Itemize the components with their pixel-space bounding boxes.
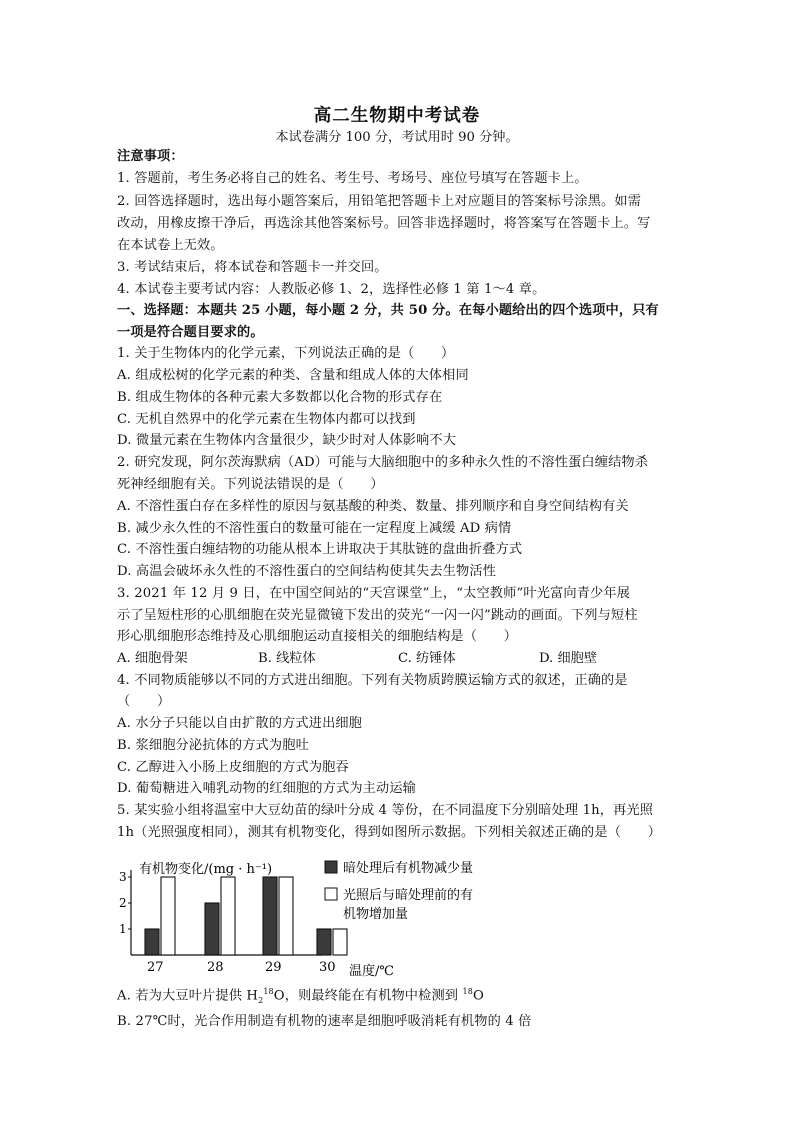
page-title: 高二生物期中考试卷: [313, 106, 481, 126]
legend-label: 光照后与暗处理前的有: [343, 888, 474, 903]
bar-light: [161, 877, 175, 955]
page-subtitle: 本试卷满分 100 分，考试用时 90 分钟。: [275, 130, 519, 145]
y-axis-label: 有机物变化/(mg · h⁻¹): [139, 862, 273, 877]
x-tick-label: 27: [147, 960, 164, 975]
question-stem: 死神经细胞有关。下列说法错误的是（ ）: [117, 477, 384, 492]
x-tick-label: 30: [319, 960, 336, 975]
question-option: C. 纺锤体: [398, 651, 456, 666]
legend-swatch-light: [325, 888, 337, 900]
question-option: D. 细胞壁: [539, 651, 598, 666]
question-option: C. 不溶性蛋白缠结物的功能从根本上讲取决于其肽链的盘曲折叠方式: [117, 542, 523, 557]
bar-light: [333, 929, 347, 955]
question-stem: 3. 2021 年 12 月 9 日，在中国空间站的“天宫课堂”上，“太空教师”叶光富向青少年展: [117, 586, 631, 601]
y-tick-label: 3: [119, 870, 127, 884]
bar-dark: [205, 903, 219, 955]
note-line: 在本试卷上无效。: [117, 238, 224, 253]
question-option: B. 线粒体: [258, 651, 316, 666]
bar-dark: [145, 929, 159, 955]
question-stem: 1h（光照强度相同），测其有机物变化，得到如图所示数据。下列相关叙述正确的是（ ）: [117, 825, 662, 840]
question-option: A. 组成松树的化学元素的种类、含量和组成人体的大体相同: [117, 368, 469, 383]
y-tick-label: 2: [119, 896, 127, 910]
question-option: C. 乙醇进入小肠上皮细胞的方式为胞吞: [117, 760, 349, 775]
bar-light: [221, 877, 235, 955]
note-line: 2. 回答选择题时，选出每小题答案后，用铅笔把答题卡上对应题目的答案标号涂黑。如需: [117, 194, 642, 209]
question-stem: 2. 研究发现，阿尔茨海默病（AD）可能与大脑细胞中的多种永久性的不溶性蛋白缠结物杀: [117, 455, 649, 470]
question-option: D. 微量元素在生物体内含量很少，缺少时对人体影响不大: [117, 433, 457, 448]
question-stem: 4. 不同物质能够以不同的方式进出细胞。下列有关物质跨膜运输方式的叙述，正确的是: [117, 673, 628, 688]
section-heading: 一、选择题：本题共 25 小题，每小题 2 分，共 50 分。在每小题给出的四个选项中，只有: [117, 303, 659, 318]
question-stem: （ ）: [117, 694, 171, 709]
question-option: B. 减少永久性的不溶性蛋白的数量可能在一定程度上减缓 AD 病情: [117, 521, 512, 536]
question-stem: 形心肌细胞形态维持及心肌细胞运动直接相关的细胞结构是（ ）: [117, 629, 518, 644]
question-option: C. 无机自然界中的化学元素在生物体内都可以找到: [117, 412, 416, 427]
question-option: D. 高温会破坏永久性的不溶性蛋白的空间结构使其失去生物活性: [117, 564, 497, 579]
bar-dark: [263, 877, 277, 955]
question-option: B. 组成生物体的各种元素大多数都以化合物的形式存在: [117, 390, 443, 405]
question-option: B. 浆细胞分泌抗体的方式为胞吐: [117, 738, 309, 753]
note-line: 4. 本试卷主要考试内容：人教版必修 1、2，选择性必修 1 第 1～4 章。: [117, 282, 546, 297]
question-stem: 1. 关于生物体内的化学元素，下列说法正确的是（ ）: [117, 346, 455, 361]
bar-light: [279, 877, 293, 955]
question-stem: 5. 某实验小组将温室中大豆幼苗的绿叶分成 4 等份，在不同温度下分别暗处理 1h，再光照: [117, 803, 654, 818]
y-tick-label: 1: [119, 922, 127, 936]
chart-bars: [145, 877, 347, 955]
legend-label: 机物增加量: [343, 907, 409, 922]
legend-label: 暗处理后有机物减少量: [343, 861, 474, 876]
question-option: A. 不溶性蛋白存在多样性的原因与氨基酸的种类、数量、排列顺序和自身空间结构有关: [117, 499, 629, 514]
question-option: A. 水分子只能以自由扩散的方式进出细胞: [117, 716, 363, 731]
question-option: B. 27℃时，光合作用制造有机物的速率是细胞呼吸消耗有机物的 4 倍: [117, 1014, 532, 1029]
section-heading: 一项是符合题目要求的。: [117, 325, 264, 340]
note-line: 改动，用橡皮擦干净后，再选涂其他答案标号。回答非选择题时，将答案写在答题卡上。写: [117, 216, 651, 231]
x-tick-label: 28: [207, 960, 224, 975]
note-line: 1. 答题前，考生务必将自己的姓名、考生号、考场号、座位号填写在答题卡上。: [117, 171, 588, 186]
bar-dark: [317, 929, 331, 955]
organic-matter-bar-chart: [117, 852, 527, 977]
chart-legend: [325, 860, 473, 922]
question-option: A. 细胞骨架: [117, 651, 188, 666]
question-option: A. 若为大豆叶片提供 $H_2^{18}O$，则最终能在有机物中检测到 $^{18}$O: [117, 987, 484, 1006]
question-stem: 示了呈短柱形的心肌细胞在荧光显微镜下发出的荧光“一闪一闪”跳动的画面。下列与短柱: [117, 608, 638, 623]
x-tick-label: 29: [265, 960, 282, 975]
x-axis-label: 温度/℃: [349, 964, 394, 977]
legend-swatch-dark: [325, 861, 337, 873]
question-option: D. 葡萄糖进入哺乳动物的红细胞的方式为主动运输: [117, 781, 417, 796]
note-line: 3. 考试结束后，将本试卷和答题卡一并交回。: [117, 260, 388, 275]
notes-heading: 注意事项：: [117, 149, 184, 164]
